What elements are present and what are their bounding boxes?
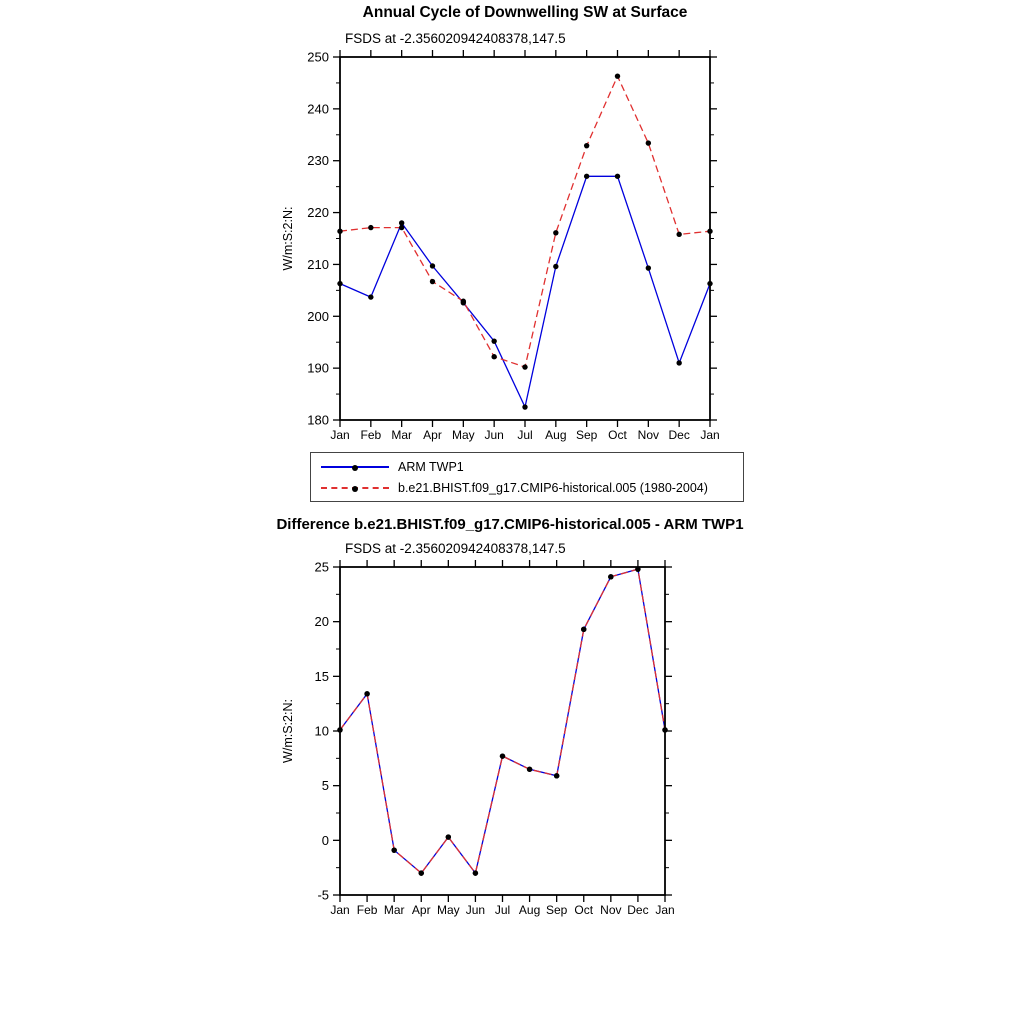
chart1-title: Annual Cycle of Downwelling SW at Surface xyxy=(362,4,688,21)
svg-text:Jun: Jun xyxy=(484,428,504,442)
svg-text:-5: -5 xyxy=(317,887,329,903)
svg-text:W/m:S:2:N:: W/m:S:2:N: xyxy=(281,699,295,763)
legend-box xyxy=(310,452,744,502)
svg-text:Sep: Sep xyxy=(545,903,568,917)
svg-text:Dec: Dec xyxy=(627,903,649,917)
svg-text:20: 20 xyxy=(314,614,329,630)
svg-text:10: 10 xyxy=(314,723,329,739)
svg-text:Aug: Aug xyxy=(545,428,567,442)
svg-text:Apr: Apr xyxy=(423,428,442,442)
legend-label: ARM TWP1 xyxy=(398,459,464,474)
difference-chart xyxy=(260,555,720,935)
svg-text:Jun: Jun xyxy=(465,903,486,917)
svg-text:240: 240 xyxy=(307,101,329,117)
legend-entry-arm-twp1 xyxy=(311,456,743,477)
svg-text:15: 15 xyxy=(314,668,329,684)
svg-text:May: May xyxy=(436,903,460,917)
svg-text:180: 180 xyxy=(307,412,329,428)
svg-text:Dec: Dec xyxy=(668,428,690,442)
svg-text:190: 190 xyxy=(307,360,329,376)
svg-text:0: 0 xyxy=(321,832,329,848)
svg-text:200: 200 xyxy=(307,308,329,324)
legend-label: b.e21.BHIST.f09_g17.CMIP6-historical.005 (1980-2004) xyxy=(398,480,708,495)
svg-text:220: 220 xyxy=(307,205,329,221)
chart1-subtitle: FSDS at -2.356020942408378,147.5 xyxy=(345,31,566,46)
legend-line-sample-red xyxy=(321,487,389,489)
chart2-subtitle: FSDS at -2.356020942408378,147.5 xyxy=(345,541,566,556)
svg-text:Sep: Sep xyxy=(575,428,598,442)
svg-text:Feb: Feb xyxy=(360,428,382,442)
svg-text:Jul: Jul xyxy=(494,903,511,917)
svg-text:Oct: Oct xyxy=(608,428,627,442)
svg-text:May: May xyxy=(451,428,475,442)
svg-text:Nov: Nov xyxy=(637,428,660,442)
svg-text:Mar: Mar xyxy=(391,428,413,442)
svg-text:Nov: Nov xyxy=(600,903,622,917)
svg-text:Mar: Mar xyxy=(383,903,405,917)
svg-text:Jul: Jul xyxy=(517,428,533,442)
legend-line-sample-blue xyxy=(321,466,389,468)
svg-text:Apr: Apr xyxy=(411,903,431,917)
svg-text:Jan: Jan xyxy=(330,903,350,917)
legend-entry-model xyxy=(311,477,743,498)
svg-text:Feb: Feb xyxy=(356,903,378,917)
svg-text:25: 25 xyxy=(314,559,329,575)
svg-text:5: 5 xyxy=(321,778,329,794)
chart2-title: Difference b.e21.BHIST.f09_g17.CMIP6-historical.005 - ARM TWP1 xyxy=(276,516,744,533)
svg-text:230: 230 xyxy=(307,153,329,169)
svg-text:Jan: Jan xyxy=(700,428,720,442)
svg-text:210: 210 xyxy=(307,256,329,272)
svg-text:Aug: Aug xyxy=(518,903,541,917)
annual-cycle-chart xyxy=(260,30,760,465)
svg-text:Jan: Jan xyxy=(330,428,350,442)
svg-text:Oct: Oct xyxy=(574,903,594,917)
svg-text:W/m:S:2:N:: W/m:S:2:N: xyxy=(281,206,295,271)
svg-text:Jan: Jan xyxy=(655,903,675,917)
svg-text:250: 250 xyxy=(307,49,329,65)
